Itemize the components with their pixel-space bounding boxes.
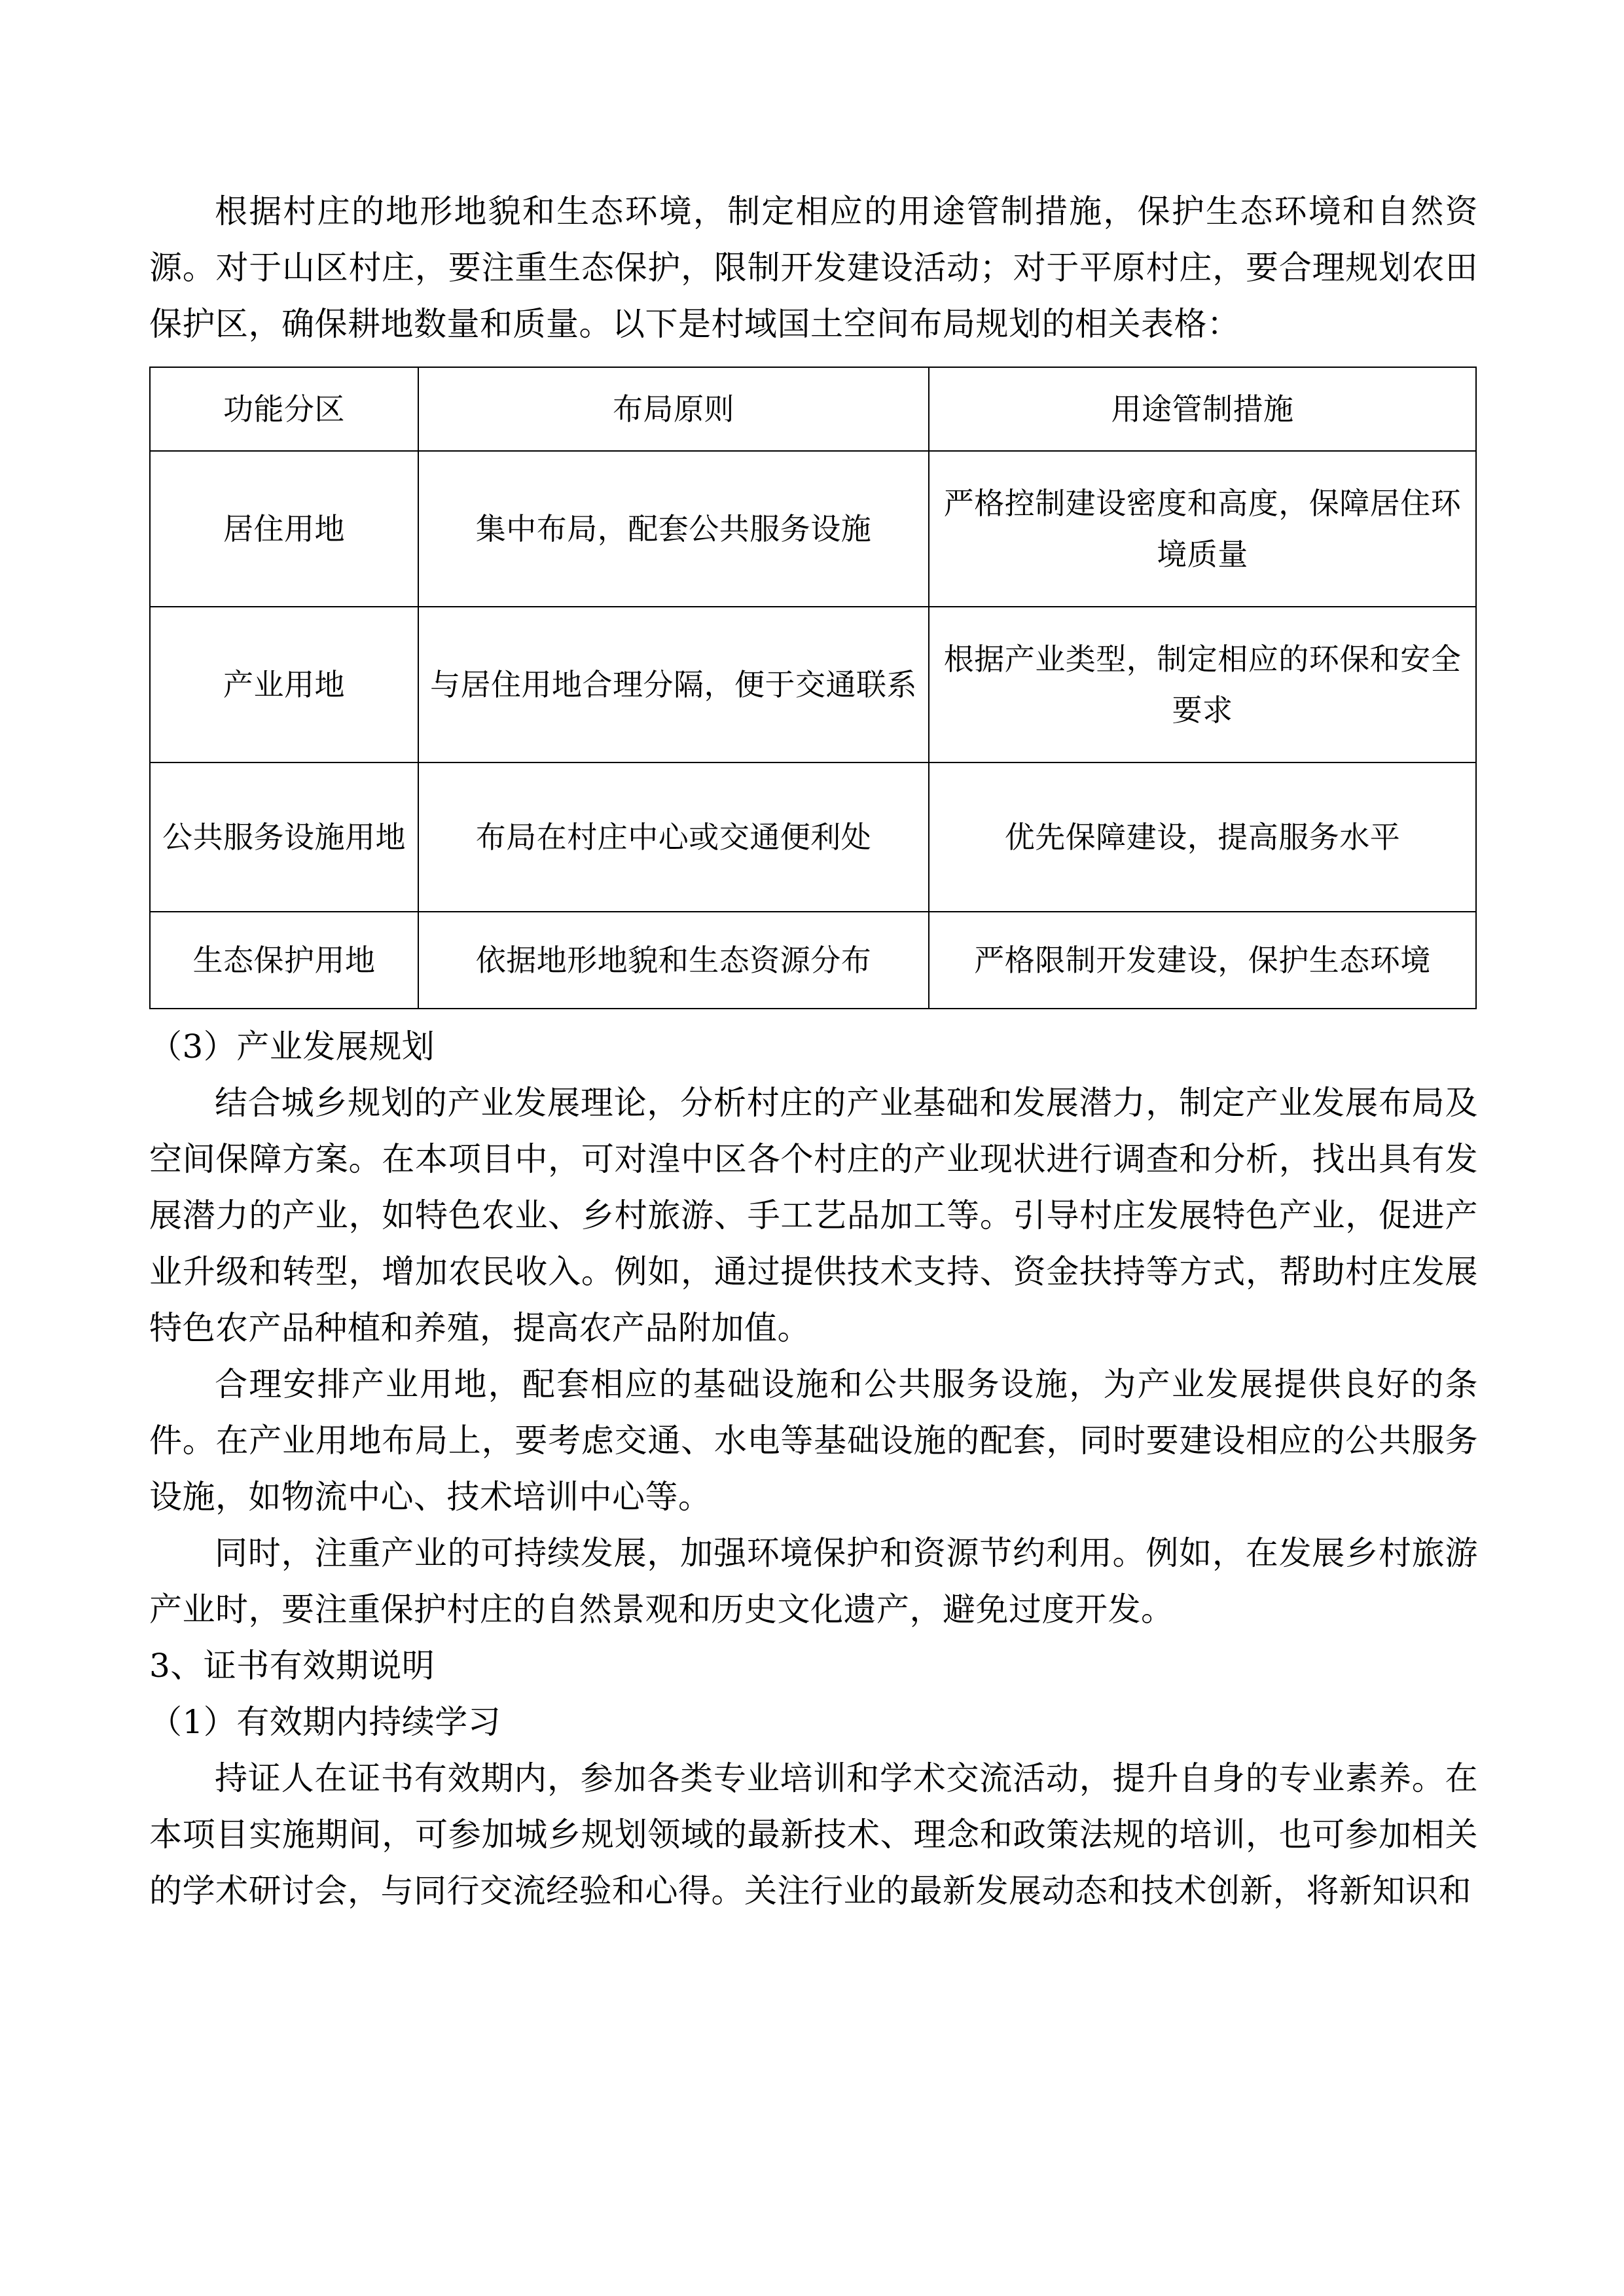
table-row [150, 607, 1476, 762]
heading-industry-development-plan: （3）产业发展规划 [149, 1028, 435, 1066]
table-header-row [150, 367, 1476, 451]
table-cell-measure: 严格控制建设密度和高度，保障居住环境质量 [929, 451, 1476, 607]
table-cell-measure: 优先保障建设，提高服务水平 [929, 762, 1476, 912]
table-cell-measure: 根据产业类型，制定相应的环保和安全要求 [929, 607, 1476, 762]
table-header-cell-layout-principle: 布局原则 [418, 367, 929, 451]
table-header-cell-use-control: 用途管制措施 [929, 367, 1476, 451]
table-cell-principle: 依据地形地貌和生态资源分布 [418, 912, 929, 1009]
table-header-cell-function-zone: 功能分区 [150, 367, 418, 451]
paragraph-industry-analysis: 结合城乡规划的产业发展理论，分析村庄的产业基础和发展潜力，制定产业发展布局及空间保障方案。在本项目中，可对湟中区各个村庄的产业现状进行调查和分析，找出具有发展潜力的产业，如特色农业、乡村旅游、手工艺品加工等。引导村庄发展特色产业，促进产业升级和转型，增加农民收入。例如，通过提供技术支持、资金扶持等方式，帮助村庄发展特色农产品种植和养殖，提高农产品附加值。 [149, 1084, 1478, 1347]
heading-certificate-validity: 3、证书有效期说明 [149, 1647, 435, 1685]
paragraph-sustainable-development: 同时，注重产业的可持续发展，加强环境保护和资源节约利用。例如，在发展乡村旅游产业时，要注重保护村庄的自然景观和历史文化遗产，避免过度开发。 [149, 1534, 1478, 1628]
page-content [149, 183, 1478, 1919]
village-land-layout-table [149, 367, 1477, 1009]
table-cell-zone: 居住用地 [150, 451, 418, 607]
paragraph-industry-land-arrangement: 合理安排产业用地，配套相应的基础设施和公共服务设施，为产业发展提供良好的条件。在产业用地布局上，要考虑交通、水电等基础设施的配套，同时要建设相应的公共服务设施，如物流中心、技术培训中心等。 [149, 1365, 1478, 1516]
heading-continuous-learning: （1）有效期内持续学习 [149, 1703, 501, 1741]
table-cell-zone: 产业用地 [150, 607, 418, 762]
table-cell-principle: 布局在村庄中心或交通便利处 [418, 762, 929, 912]
paragraph-continuous-learning-detail: 持证人在证书有效期内，参加各类专业培训和学术交流活动，提升自身的专业素养。在本项目实施期间，可参加城乡规划领域的最新技术、理念和政策法规的培训，也可参加相关的学术研讨会，与同行交流经验和心得。关注行业的最新发展动态和技术创新，将新知识和 [149, 1759, 1478, 1910]
table-row [150, 762, 1476, 912]
table-cell-measure: 严格限制开发建设，保护生态环境 [929, 912, 1476, 1009]
table-cell-zone: 公共服务设施用地 [150, 762, 418, 912]
table-row [150, 912, 1476, 1009]
table-cell-principle: 集中布局，配套公共服务设施 [418, 451, 929, 607]
table-cell-zone: 生态保护用地 [150, 912, 418, 1009]
paragraph-land-use-control: 根据村庄的地形地貌和生态环境，制定相应的用途管制措施，保护生态环境和自然资源。对于山区村庄，要注重生态保护，限制开发建设活动；对于平原村庄，要合理规划农田保护区，确保耕地数量和质量。以下是村域国土空间布局规划的相关表格： [149, 192, 1478, 343]
table-cell-principle: 与居住用地合理分隔，便于交通联系 [418, 607, 929, 762]
table-row [150, 451, 1476, 607]
